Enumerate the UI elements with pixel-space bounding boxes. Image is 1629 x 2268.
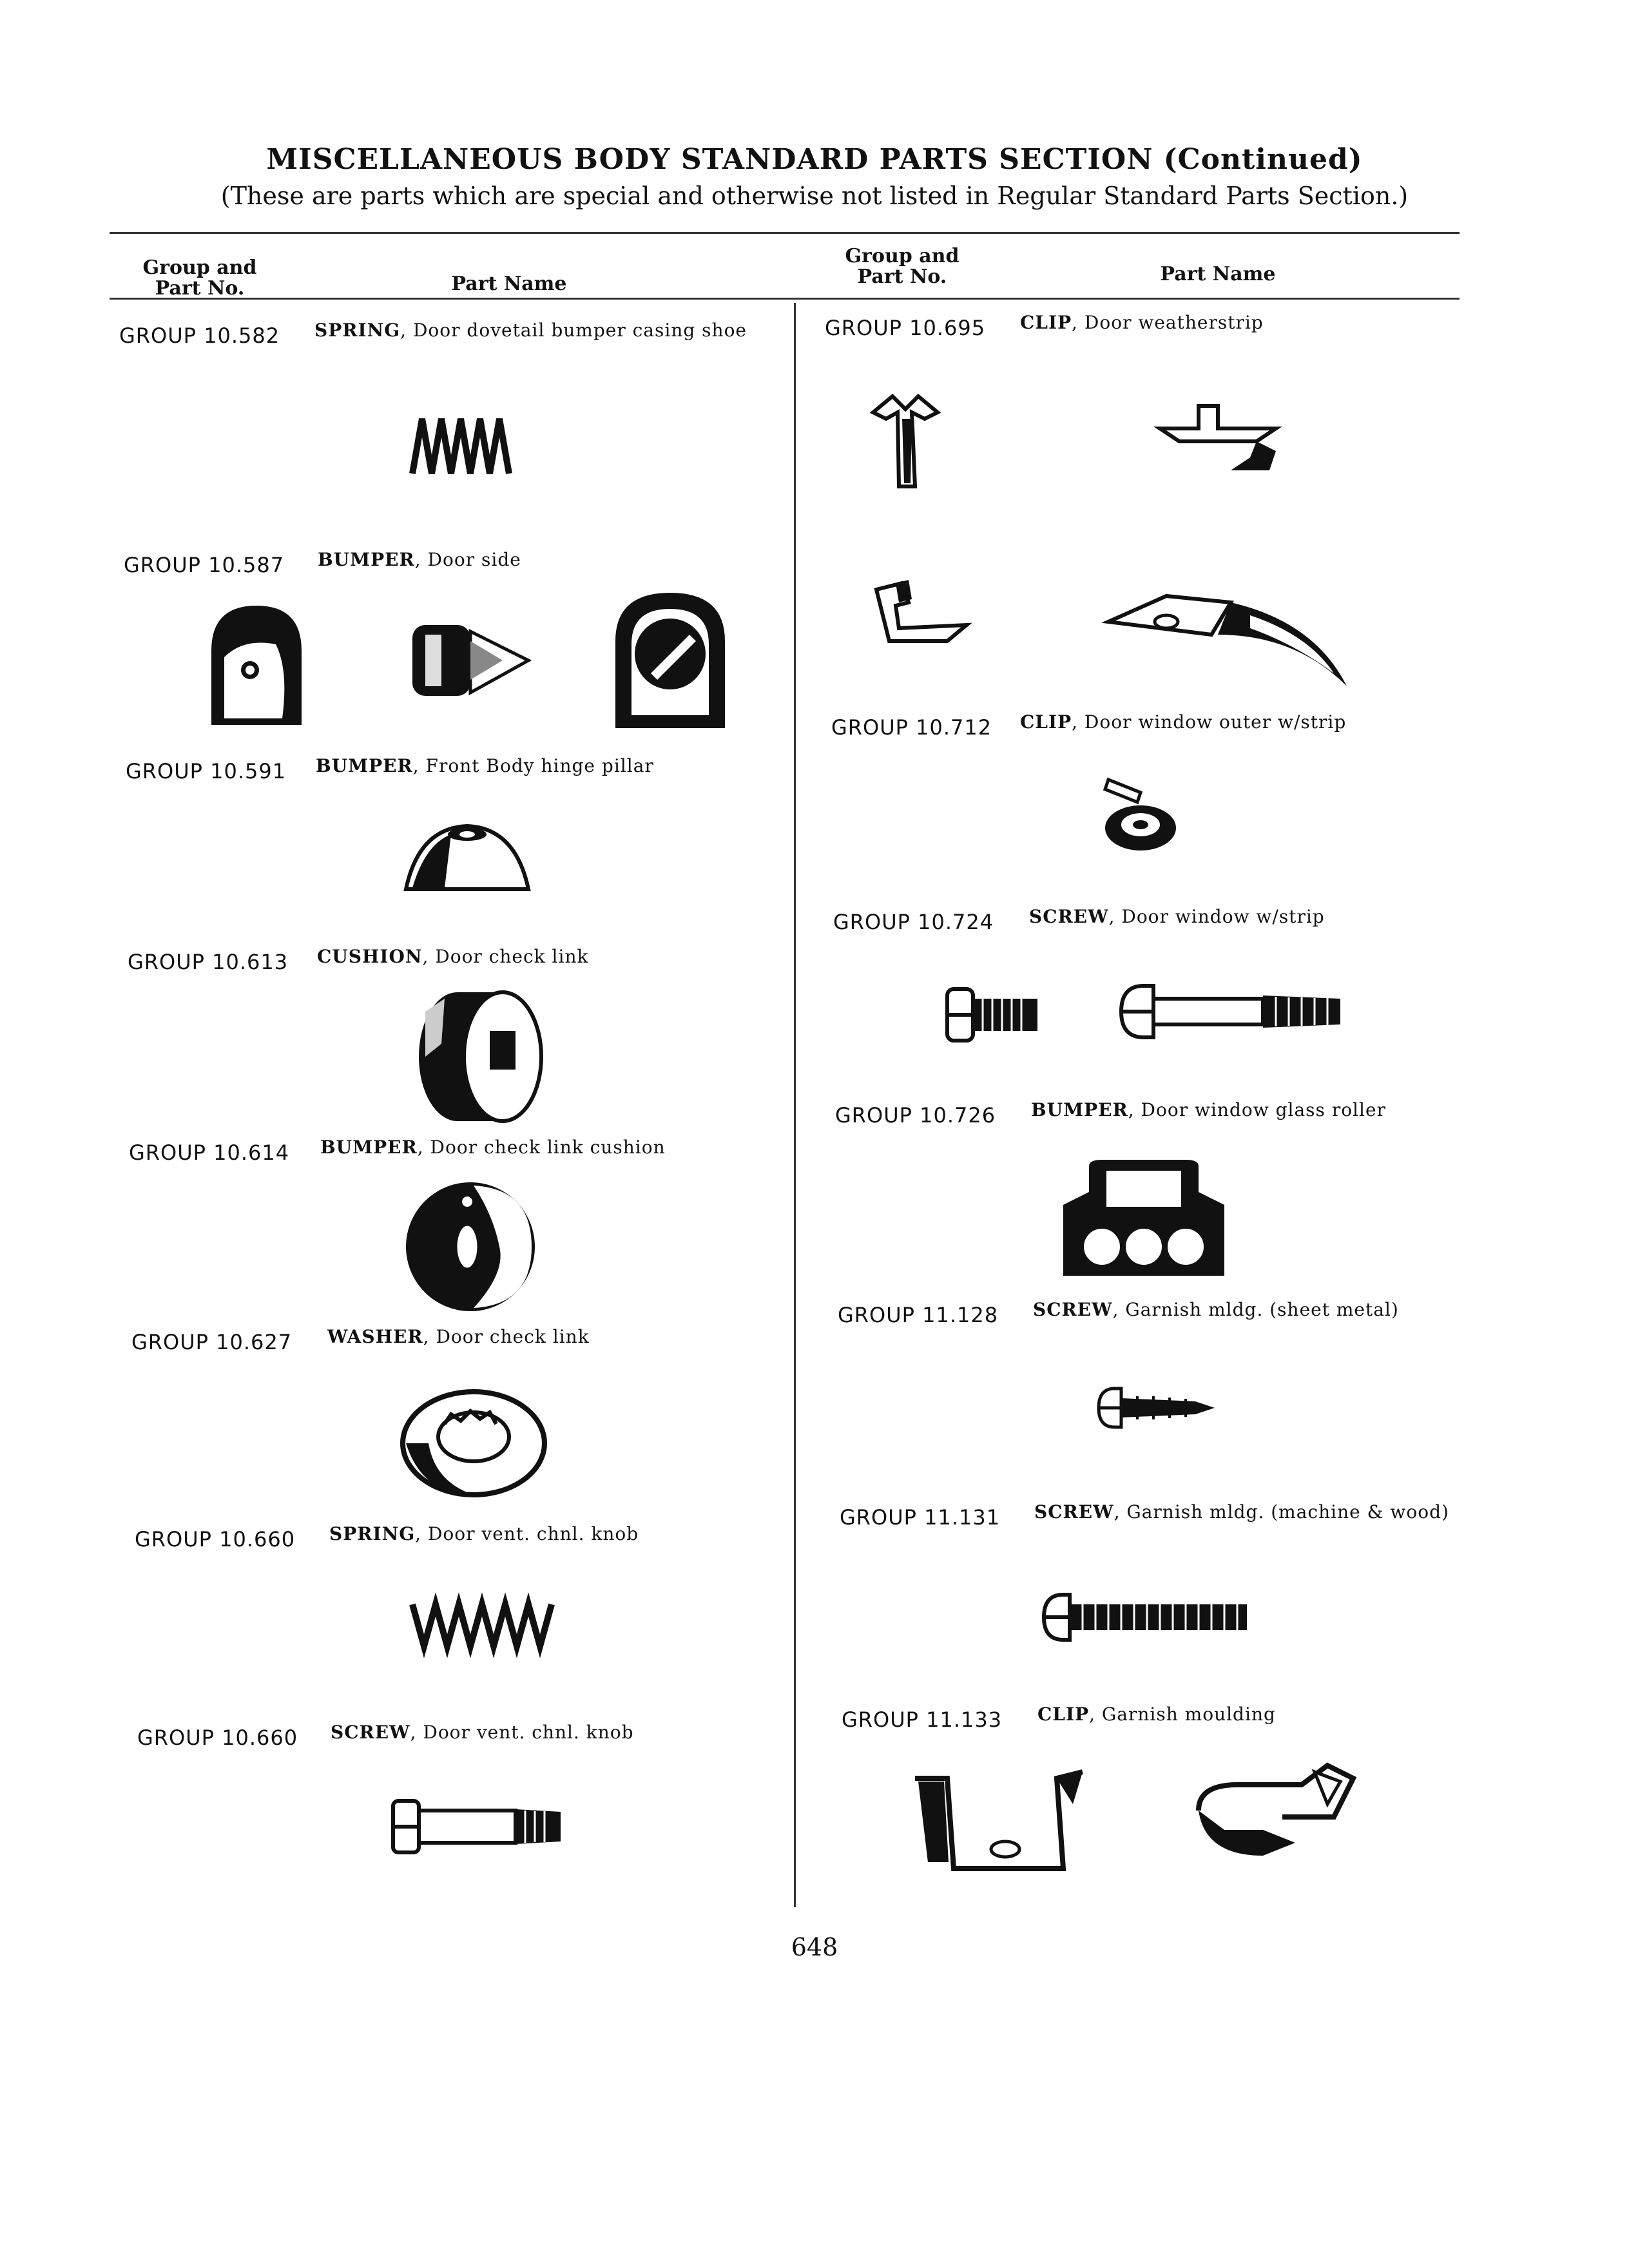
header-bottom-rule bbox=[110, 298, 1460, 300]
column-divider bbox=[794, 303, 796, 1907]
entry-group-number: GROUP 10.660 bbox=[135, 1527, 296, 1552]
header-left-part: Part Name bbox=[451, 273, 567, 295]
door-bumper-icon bbox=[612, 590, 728, 731]
entry-group-number: GROUP 11.131 bbox=[840, 1505, 1001, 1530]
entry-part-name: CLIP, Door window outer w/strip bbox=[1020, 711, 1347, 733]
entry-part-name: SPRING, Door vent. chnl. knob bbox=[329, 1523, 639, 1544]
entry-part-name: CUSHION, Door check link bbox=[317, 946, 589, 967]
sheet-metal-screw-icon bbox=[1092, 1382, 1221, 1434]
window-clip-icon bbox=[1095, 773, 1186, 857]
entry-group-number: GROUP 10.724 bbox=[833, 910, 994, 934]
screw-icon bbox=[387, 1791, 567, 1862]
entry-part-name: SCREW, Door window w/strip bbox=[1029, 906, 1325, 927]
header-left-group: Group and Part No. bbox=[142, 256, 257, 300]
entry-group-number: GROUP 10.660 bbox=[137, 1725, 298, 1750]
weatherstrip-clip-icon bbox=[1153, 399, 1282, 483]
screw-icon bbox=[1115, 979, 1347, 1044]
page-subtitle: (These are parts which are special and otherwise not listed in Regular Standard Parts Section.) bbox=[220, 182, 1409, 210]
page-number: 648 bbox=[791, 1933, 838, 1961]
entry-group-number: GROUP 10.627 bbox=[131, 1330, 293, 1354]
moulding-clip-icon bbox=[909, 1765, 1089, 1875]
moulding-clip-icon bbox=[1186, 1759, 1360, 1869]
entry-group-number: GROUP 10.591 bbox=[126, 759, 287, 783]
coil-spring-icon bbox=[406, 1591, 561, 1656]
entry-part-name: SCREW, Door vent. chnl. knob bbox=[331, 1722, 634, 1743]
entry-group-number: GROUP 11.128 bbox=[838, 1303, 999, 1327]
door-bumper-icon bbox=[205, 599, 308, 728]
entry-group-number: GROUP 10.695 bbox=[825, 316, 986, 340]
round-bumper-icon bbox=[403, 1176, 538, 1318]
entry-part-name: CLIP, Door weatherstrip bbox=[1020, 312, 1264, 333]
header-right-part: Part Name bbox=[1160, 263, 1276, 285]
entry-group-number: GROUP 10.726 bbox=[835, 1103, 996, 1128]
header-right-group: Group and Part No. bbox=[845, 245, 959, 288]
coil-spring-icon bbox=[406, 412, 516, 483]
dome-bumper-icon bbox=[400, 818, 535, 896]
entry-part-name: BUMPER, Door side bbox=[318, 549, 521, 570]
roller-bumper-icon bbox=[1050, 1153, 1237, 1282]
door-bumper-icon bbox=[406, 612, 535, 709]
weatherstrip-clip-icon bbox=[870, 577, 973, 648]
weatherstrip-clip-icon bbox=[867, 393, 944, 490]
entry-part-name: BUMPER, Door window glass roller bbox=[1031, 1099, 1386, 1120]
entry-group-number: GROUP 10.712 bbox=[831, 715, 992, 740]
header-top-rule bbox=[110, 232, 1460, 234]
entry-group-number: GROUP 10.613 bbox=[128, 950, 289, 974]
entry-part-name: SCREW, Garnish mldg. (sheet metal) bbox=[1033, 1299, 1399, 1320]
entry-group-number: GROUP 10.587 bbox=[124, 553, 285, 577]
entry-part-name: BUMPER, Front Body hinge pillar bbox=[316, 755, 654, 776]
screw-icon bbox=[941, 979, 1044, 1050]
entry-group-number: GROUP 10.614 bbox=[129, 1140, 290, 1165]
page-title: MISCELLANEOUS BODY STANDARD PARTS SECTION (Continued) bbox=[266, 143, 1363, 176]
entry-part-name: SPRING, Door dovetail bumper casing shoe bbox=[314, 320, 747, 341]
entry-part-name: WASHER, Door check link bbox=[327, 1326, 590, 1347]
entry-group-number: GROUP 11.133 bbox=[842, 1707, 1003, 1732]
entry-group-number: GROUP 10.582 bbox=[119, 323, 280, 348]
entry-part-name: SCREW, Garnish mldg. (machine & wood) bbox=[1034, 1501, 1449, 1523]
machine-screw-icon bbox=[1037, 1588, 1257, 1646]
entry-part-name: CLIP, Garnish moulding bbox=[1037, 1704, 1276, 1725]
entry-part-name: BUMPER, Door check link cushion bbox=[320, 1137, 666, 1158]
weatherstrip-clip-icon bbox=[1102, 583, 1360, 693]
cushion-icon bbox=[406, 986, 548, 1128]
lock-washer-icon bbox=[396, 1385, 551, 1501]
